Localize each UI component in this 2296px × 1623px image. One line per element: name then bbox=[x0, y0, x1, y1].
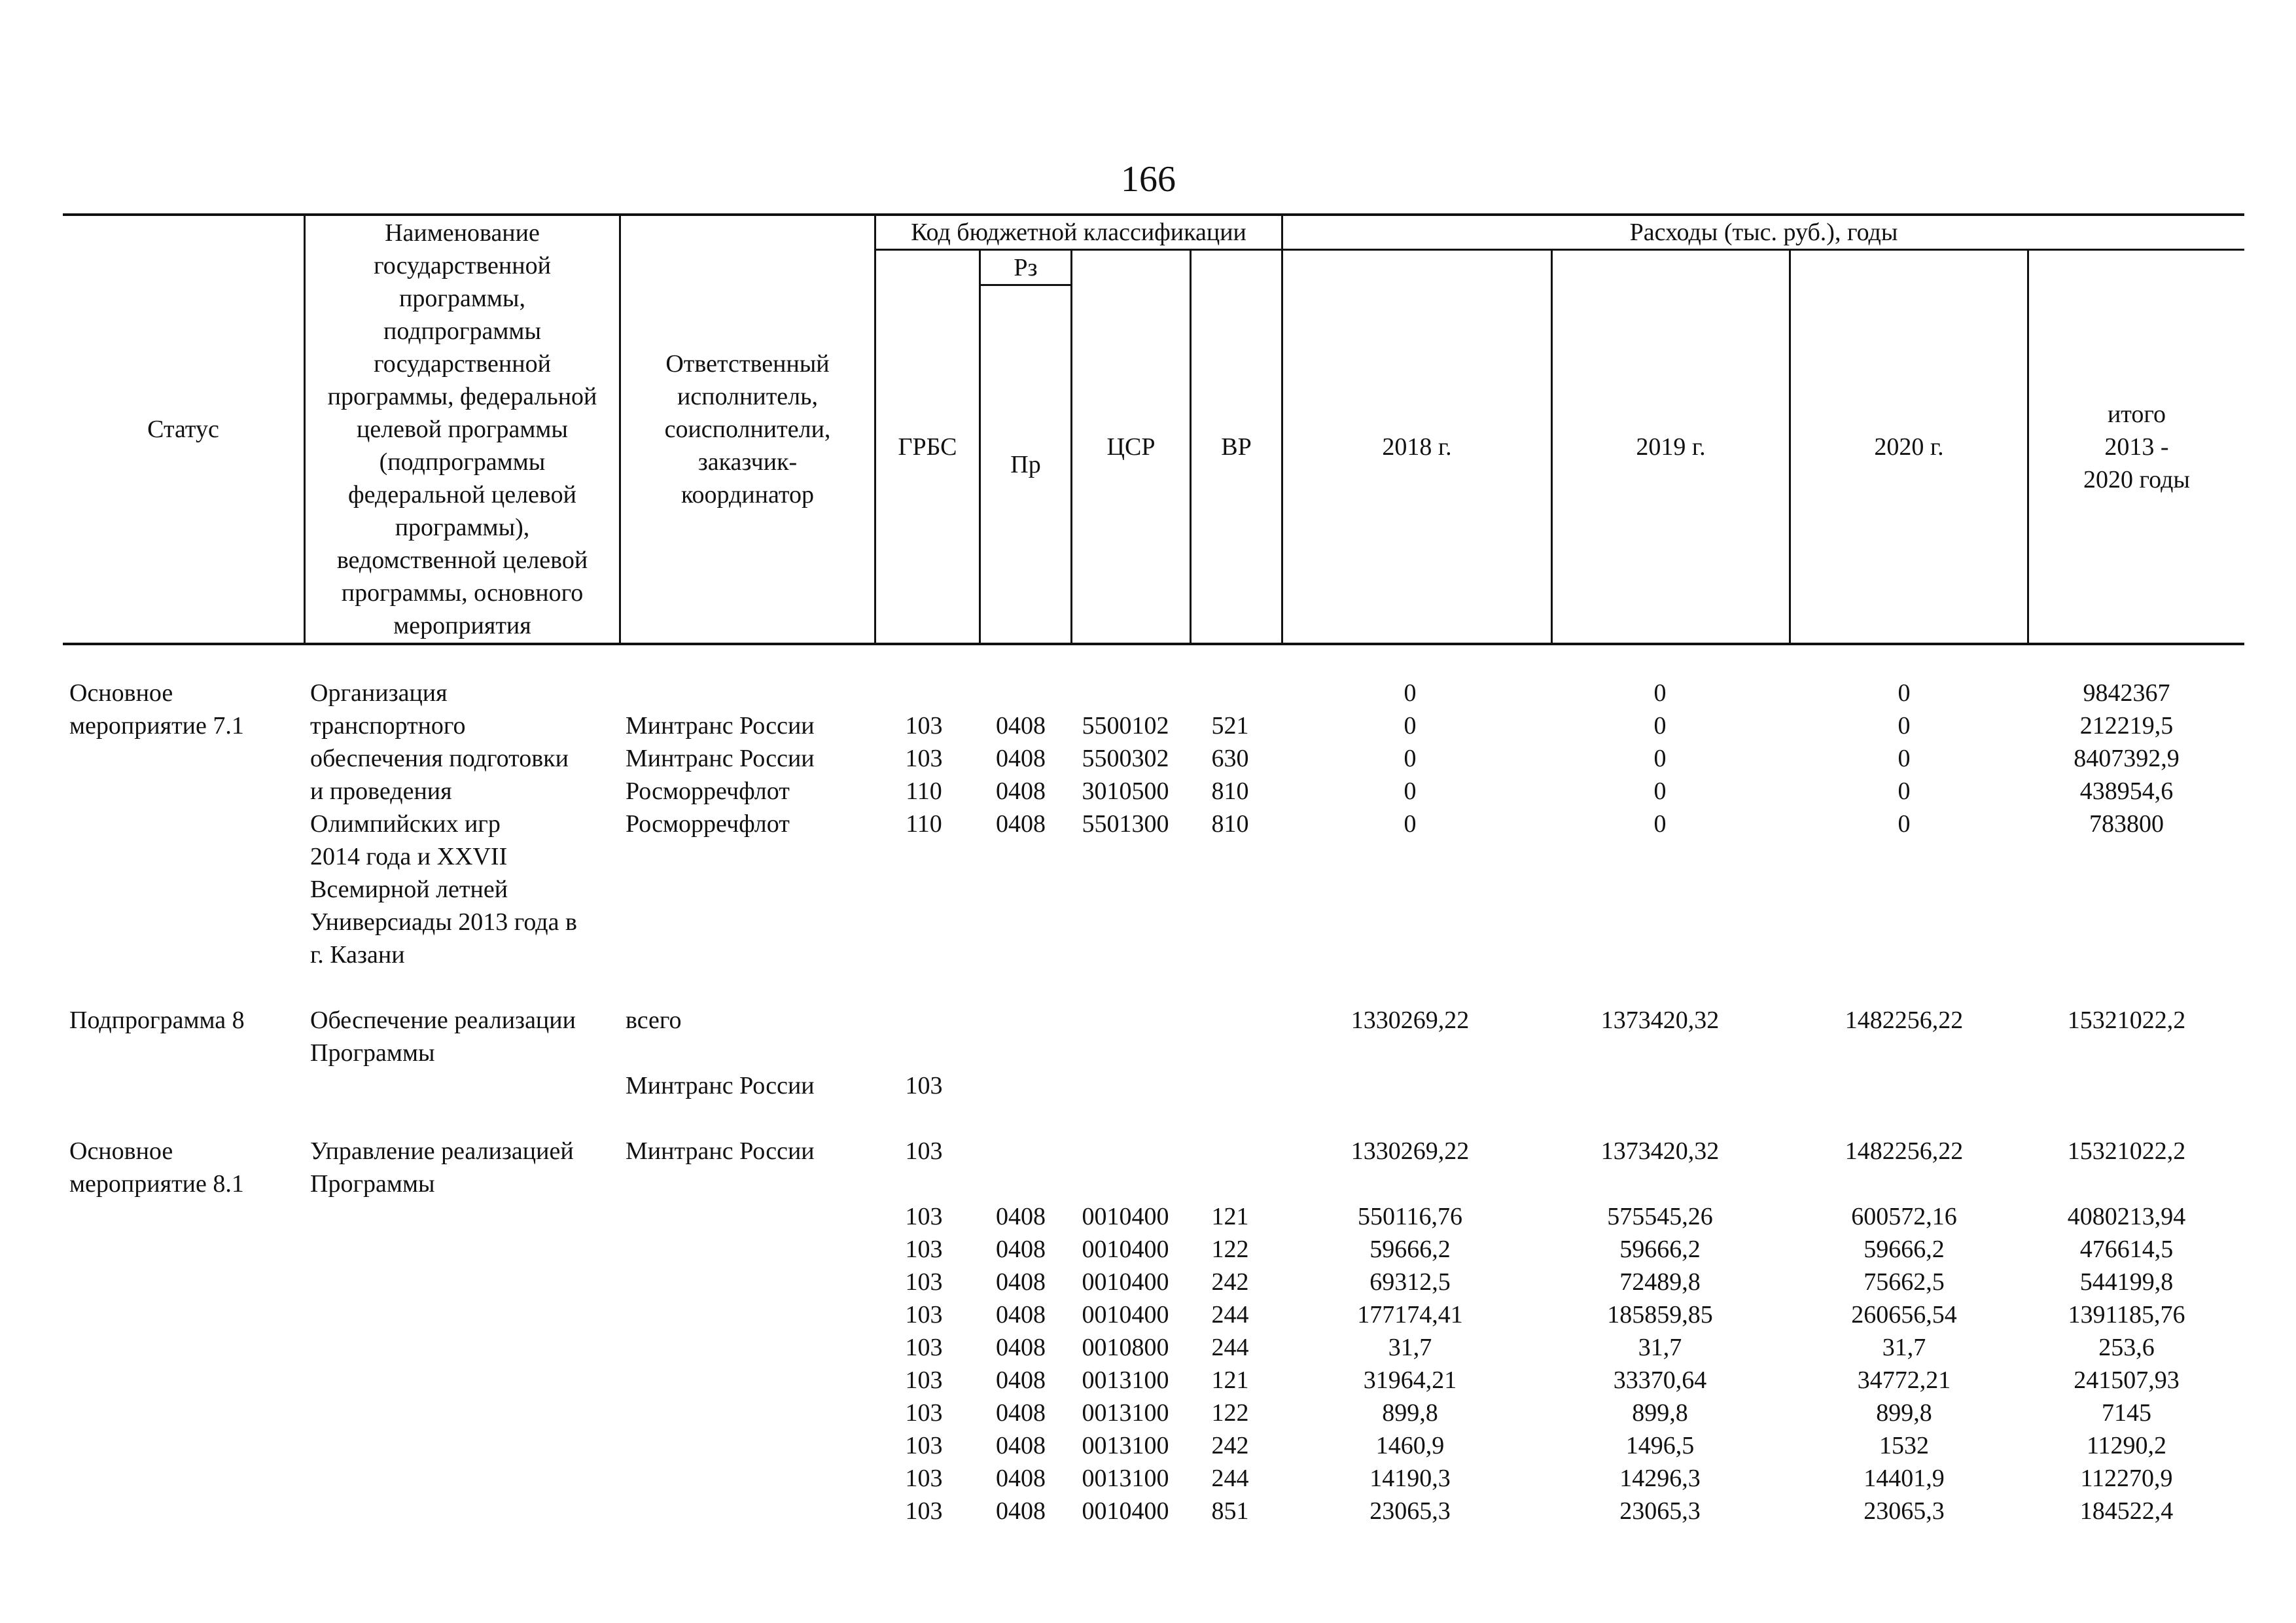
rzpr-cell: 0408 bbox=[996, 1334, 1046, 1361]
value-2019: 0 bbox=[1653, 810, 1667, 838]
grbs-cell: 103 bbox=[905, 1137, 943, 1165]
header-pr: Пр bbox=[1010, 450, 1041, 478]
value-2019: 0 bbox=[1653, 777, 1667, 805]
value-2018: 0 bbox=[1404, 810, 1417, 838]
value-2019: 0 bbox=[1653, 679, 1667, 707]
vr-cell: 244 bbox=[1211, 1465, 1249, 1492]
csr-cell: 3010500 bbox=[1082, 777, 1169, 805]
value-2018: 1460,9 bbox=[1375, 1432, 1445, 1459]
rzpr-cell: 0408 bbox=[996, 1497, 1046, 1525]
csr-cell: 0010400 bbox=[1082, 1268, 1169, 1296]
rzpr-cell: 0408 bbox=[996, 810, 1046, 838]
value-2018: 31,7 bbox=[1388, 1334, 1432, 1361]
grbs-cell: 103 bbox=[905, 712, 943, 740]
rzpr-cell: 0408 bbox=[996, 1399, 1046, 1427]
value-2020: 260656,54 bbox=[1851, 1301, 1957, 1329]
executor-cell: Минтранс России bbox=[626, 1072, 815, 1099]
executor-cell: Минтранс России bbox=[626, 1137, 815, 1165]
value-2019: 14296,3 bbox=[1619, 1465, 1701, 1492]
value-total: 9842367 bbox=[2083, 679, 2170, 707]
csr-cell: 0013100 bbox=[1082, 1399, 1169, 1427]
vr-cell: 810 bbox=[1211, 777, 1249, 805]
value-total: 212219,5 bbox=[2079, 712, 2174, 740]
value-2019: 0 bbox=[1653, 712, 1667, 740]
csr-cell: 0010400 bbox=[1082, 1497, 1169, 1525]
value-2019: 0 bbox=[1653, 745, 1667, 772]
value-2019: 899,8 bbox=[1632, 1399, 1688, 1427]
program-name-cell: Организация транспортного обеспечения подготовки и проведения Олимпийских игр 2014 года и XXVII Всемирной летней Универсиады 2013 года в г. Казани bbox=[310, 679, 577, 969]
status-cell: Основное мероприятие 8.1 bbox=[69, 1137, 244, 1198]
header-vr: ВР bbox=[1221, 433, 1252, 461]
vr-cell: 122 bbox=[1211, 1236, 1249, 1263]
value-2020: 1482256,22 bbox=[1845, 1007, 1964, 1034]
value-2019: 72489,8 bbox=[1619, 1268, 1701, 1296]
value-2020: 14401,9 bbox=[1863, 1465, 1945, 1492]
value-2019: 1496,5 bbox=[1625, 1432, 1695, 1459]
vr-cell: 242 bbox=[1211, 1432, 1249, 1459]
value-total: 184522,4 bbox=[2079, 1497, 2174, 1525]
value-2020: 0 bbox=[1898, 777, 1911, 805]
value-total: 544199,8 bbox=[2079, 1268, 2174, 1296]
executor-cell: Минтранс России bbox=[626, 745, 815, 772]
rzpr-cell: 0408 bbox=[996, 1236, 1046, 1263]
value-2019: 575545,26 bbox=[1607, 1203, 1713, 1230]
value-total: 476614,5 bbox=[2079, 1236, 2174, 1263]
rzpr-cell: 0408 bbox=[996, 777, 1046, 805]
value-2018: 899,8 bbox=[1382, 1399, 1438, 1427]
grbs-cell: 103 bbox=[905, 745, 943, 772]
grbs-cell: 103 bbox=[905, 1399, 943, 1427]
vr-cell: 851 bbox=[1211, 1497, 1249, 1525]
header-name: Наименование государственной программы, подпрограммы государственной программы, федеральной целевой программы (подпрограммы федеральной целевой программы), ведомственной целевой программы, основного мероприятия bbox=[327, 219, 597, 639]
value-2018: 550116,76 bbox=[1357, 1203, 1463, 1230]
value-2018: 1330269,22 bbox=[1351, 1007, 1470, 1034]
value-2020: 899,8 bbox=[1876, 1399, 1932, 1427]
value-2019: 185859,85 bbox=[1607, 1301, 1713, 1329]
vr-cell: 242 bbox=[1211, 1268, 1249, 1296]
grbs-cell: 103 bbox=[905, 1497, 943, 1525]
vr-cell: 121 bbox=[1211, 1203, 1249, 1230]
value-2020: 1482256,22 bbox=[1845, 1137, 1964, 1165]
header-grbs: ГРБС bbox=[898, 433, 957, 461]
value-2019: 31,7 bbox=[1638, 1334, 1682, 1361]
csr-cell: 0010800 bbox=[1082, 1334, 1169, 1361]
value-2018: 23065,3 bbox=[1369, 1497, 1451, 1525]
value-2020: 34772,21 bbox=[1857, 1366, 1951, 1394]
value-2018: 177174,41 bbox=[1357, 1301, 1463, 1329]
value-2020: 23065,3 bbox=[1863, 1497, 1945, 1525]
value-2018: 0 bbox=[1404, 712, 1417, 740]
value-2018: 69312,5 bbox=[1369, 1268, 1451, 1296]
value-2020: 0 bbox=[1898, 745, 1911, 772]
program-name-cell: Обеспечение реализации Программы bbox=[310, 1007, 576, 1067]
header-budget-code: Код бюджетной классификации bbox=[911, 219, 1246, 246]
value-2018: 0 bbox=[1404, 777, 1417, 805]
value-total: 253,6 bbox=[2098, 1334, 2155, 1361]
value-2018: 1330269,22 bbox=[1351, 1137, 1470, 1165]
grbs-cell: 103 bbox=[905, 1072, 943, 1099]
header-rz: Рз bbox=[1014, 253, 1038, 281]
header-executor: Ответственный исполнитель, соисполнители, заказчик- координатор bbox=[664, 350, 831, 508]
header-2018: 2018 г. bbox=[1382, 433, 1452, 461]
rzpr-cell: 0408 bbox=[996, 1268, 1046, 1296]
csr-cell: 0010400 bbox=[1082, 1236, 1169, 1263]
value-2020: 1532 bbox=[1879, 1432, 1929, 1459]
executor-cell: Росморречфлот bbox=[626, 810, 790, 838]
csr-cell: 0010400 bbox=[1082, 1301, 1169, 1329]
value-2018: 0 bbox=[1404, 745, 1417, 772]
vr-cell: 244 bbox=[1211, 1301, 1249, 1329]
grbs-cell: 103 bbox=[905, 1301, 943, 1329]
grbs-cell: 110 bbox=[906, 810, 942, 838]
header-total: итого 2013 - 2020 годы bbox=[2083, 400, 2190, 493]
value-2020: 59666,2 bbox=[1863, 1236, 1945, 1263]
rzpr-cell: 0408 bbox=[996, 1301, 1046, 1329]
value-total: 11290,2 bbox=[2086, 1432, 2167, 1459]
value-2019: 33370,64 bbox=[1613, 1366, 1707, 1394]
value-total: 783800 bbox=[2089, 810, 2164, 838]
value-total: 241507,93 bbox=[2074, 1366, 2180, 1394]
rzpr-cell: 0408 bbox=[996, 1203, 1046, 1230]
value-2018: 59666,2 bbox=[1369, 1236, 1451, 1263]
vr-cell: 122 bbox=[1211, 1399, 1249, 1427]
executor-cell: всего bbox=[626, 1007, 682, 1034]
rzpr-cell: 0408 bbox=[996, 1366, 1046, 1394]
value-total: 112270,9 bbox=[2080, 1465, 2173, 1492]
grbs-cell: 103 bbox=[905, 1236, 943, 1263]
value-2018: 14190,3 bbox=[1369, 1465, 1451, 1492]
vr-cell: 521 bbox=[1211, 712, 1249, 740]
header-bottom-rule bbox=[63, 643, 2244, 645]
grbs-cell: 110 bbox=[906, 777, 942, 805]
value-total: 1391185,76 bbox=[2068, 1301, 2185, 1329]
program-name-cell: Управление реализацией Программы bbox=[310, 1137, 574, 1198]
header-2019: 2019 г. bbox=[1636, 433, 1706, 461]
value-total: 15321022,2 bbox=[2067, 1007, 2186, 1034]
status-cell: Подпрограмма 8 bbox=[69, 1007, 245, 1034]
csr-cell: 5500102 bbox=[1082, 712, 1169, 740]
header-2020: 2020 г. bbox=[1874, 433, 1944, 461]
vr-cell: 244 bbox=[1211, 1334, 1249, 1361]
rzpr-cell: 0408 bbox=[996, 1465, 1046, 1492]
status-cell: Основное мероприятие 7.1 bbox=[69, 679, 244, 740]
csr-cell: 5501300 bbox=[1082, 810, 1169, 838]
rzpr-cell: 0408 bbox=[996, 712, 1046, 740]
vr-cell: 810 bbox=[1211, 810, 1249, 838]
header-csr: ЦСР bbox=[1106, 433, 1156, 461]
executor-cell: Росморречфлот bbox=[626, 777, 790, 805]
csr-cell: 5500302 bbox=[1082, 745, 1169, 772]
value-total: 4080213,94 bbox=[2067, 1203, 2186, 1230]
value-2019: 1373420,32 bbox=[1600, 1137, 1720, 1165]
value-total: 7145 bbox=[2102, 1399, 2151, 1427]
csr-cell: 0013100 bbox=[1082, 1432, 1169, 1459]
header-expenses: Расходы (тыс. руб.), годы bbox=[1629, 219, 1898, 246]
csr-cell: 0010400 bbox=[1082, 1203, 1169, 1230]
vr-cell: 630 bbox=[1211, 745, 1249, 772]
grbs-cell: 103 bbox=[905, 1465, 943, 1492]
page-number: 166 bbox=[1121, 159, 1176, 200]
value-2020: 31,7 bbox=[1882, 1334, 1926, 1361]
value-total: 15321022,2 bbox=[2067, 1137, 2186, 1165]
header-status: Статус bbox=[147, 416, 219, 443]
value-2019: 59666,2 bbox=[1619, 1236, 1701, 1263]
csr-cell: 0013100 bbox=[1082, 1366, 1169, 1394]
grbs-cell: 103 bbox=[905, 1366, 943, 1394]
value-2018: 0 bbox=[1404, 679, 1417, 707]
vr-cell: 121 bbox=[1211, 1366, 1249, 1394]
value-2020: 75662,5 bbox=[1863, 1268, 1945, 1296]
grbs-cell: 103 bbox=[905, 1334, 943, 1361]
value-2020: 0 bbox=[1898, 712, 1911, 740]
rzpr-cell: 0408 bbox=[996, 1432, 1046, 1459]
grbs-cell: 103 bbox=[905, 1203, 943, 1230]
value-2018: 31964,21 bbox=[1363, 1366, 1457, 1394]
value-2020: 0 bbox=[1898, 810, 1911, 838]
grbs-cell: 103 bbox=[905, 1432, 943, 1459]
csr-cell: 0013100 bbox=[1082, 1465, 1169, 1492]
executor-cell: Минтранс России bbox=[626, 712, 815, 740]
value-total: 8407392,9 bbox=[2074, 745, 2180, 772]
value-2020: 600572,16 bbox=[1851, 1203, 1957, 1230]
table-header bbox=[63, 213, 2244, 645]
value-2019: 1373420,32 bbox=[1600, 1007, 1720, 1034]
grbs-cell: 103 bbox=[905, 1268, 943, 1296]
value-2019: 23065,3 bbox=[1619, 1497, 1701, 1525]
value-2020: 0 bbox=[1898, 679, 1911, 707]
value-total: 438954,6 bbox=[2079, 777, 2174, 805]
rzpr-cell: 0408 bbox=[996, 745, 1046, 772]
